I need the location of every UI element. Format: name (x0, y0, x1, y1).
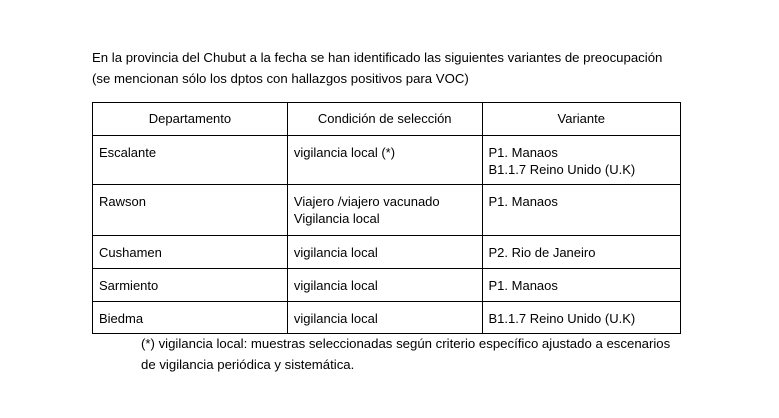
cell-departamento: Rawson (93, 185, 288, 236)
cell-line: vigilancia local (293, 311, 378, 326)
cell-line: vigilancia local (293, 245, 378, 260)
header-variante: Variante (482, 103, 680, 136)
cell-line: vigilancia local (293, 278, 378, 293)
footnote-line-2: de vigilancia periódica y sistemática. (141, 357, 355, 372)
table-row (93, 269, 681, 302)
variants-table (92, 102, 681, 334)
intro-line-1: En la provincia del Chubut a la fecha se han identificado las siguientes variantes de preocupación (92, 50, 663, 65)
footnote-line-1: (*) vigilancia local: muestras seleccionadas según criterio específico ajustado a escenarios (141, 336, 671, 351)
cell-departamento: Biedma (93, 302, 288, 334)
cell-departamento: Cushamen (93, 236, 288, 269)
header-condicion: Condición de selección (287, 103, 482, 136)
intro-paragraph (92, 47, 684, 89)
cell-line: P1. Manaos (488, 278, 558, 293)
cell-condicion (287, 185, 482, 236)
cell-variante (482, 236, 680, 269)
cell-condicion (287, 302, 482, 334)
intro-line-2: (se mencionan sólo los dptos con hallazgos positivos para VOC) (92, 71, 469, 86)
footnote (141, 333, 686, 375)
table-row (93, 236, 681, 269)
cell-line: B1.1.7 Reino Unido (U.K) (488, 162, 636, 177)
cell-line: Vigilancia local (293, 211, 380, 226)
cell-variante (482, 302, 680, 334)
table-header-row (93, 103, 681, 136)
cell-variante (482, 269, 680, 302)
cell-condicion (287, 236, 482, 269)
cell-line: P1. Manaos (488, 145, 558, 160)
table-row (93, 136, 681, 185)
cell-line: vigilancia local (*) (293, 145, 396, 160)
cell-line: P2. Rio de Janeiro (488, 245, 596, 260)
cell-variante (482, 136, 680, 185)
cell-departamento: Escalante (93, 136, 288, 185)
cell-line: Viajero /viajero vacunado (293, 194, 440, 209)
table-row (93, 302, 681, 334)
cell-condicion (287, 269, 482, 302)
header-departamento: Departamento (93, 103, 288, 136)
cell-condicion (287, 136, 482, 185)
table-row (93, 185, 681, 236)
cell-variante (482, 185, 680, 236)
cell-line: P1. Manaos (488, 194, 558, 209)
cell-departamento: Sarmiento (93, 269, 288, 302)
cell-line: B1.1.7 Reino Unido (U.K) (488, 311, 636, 326)
